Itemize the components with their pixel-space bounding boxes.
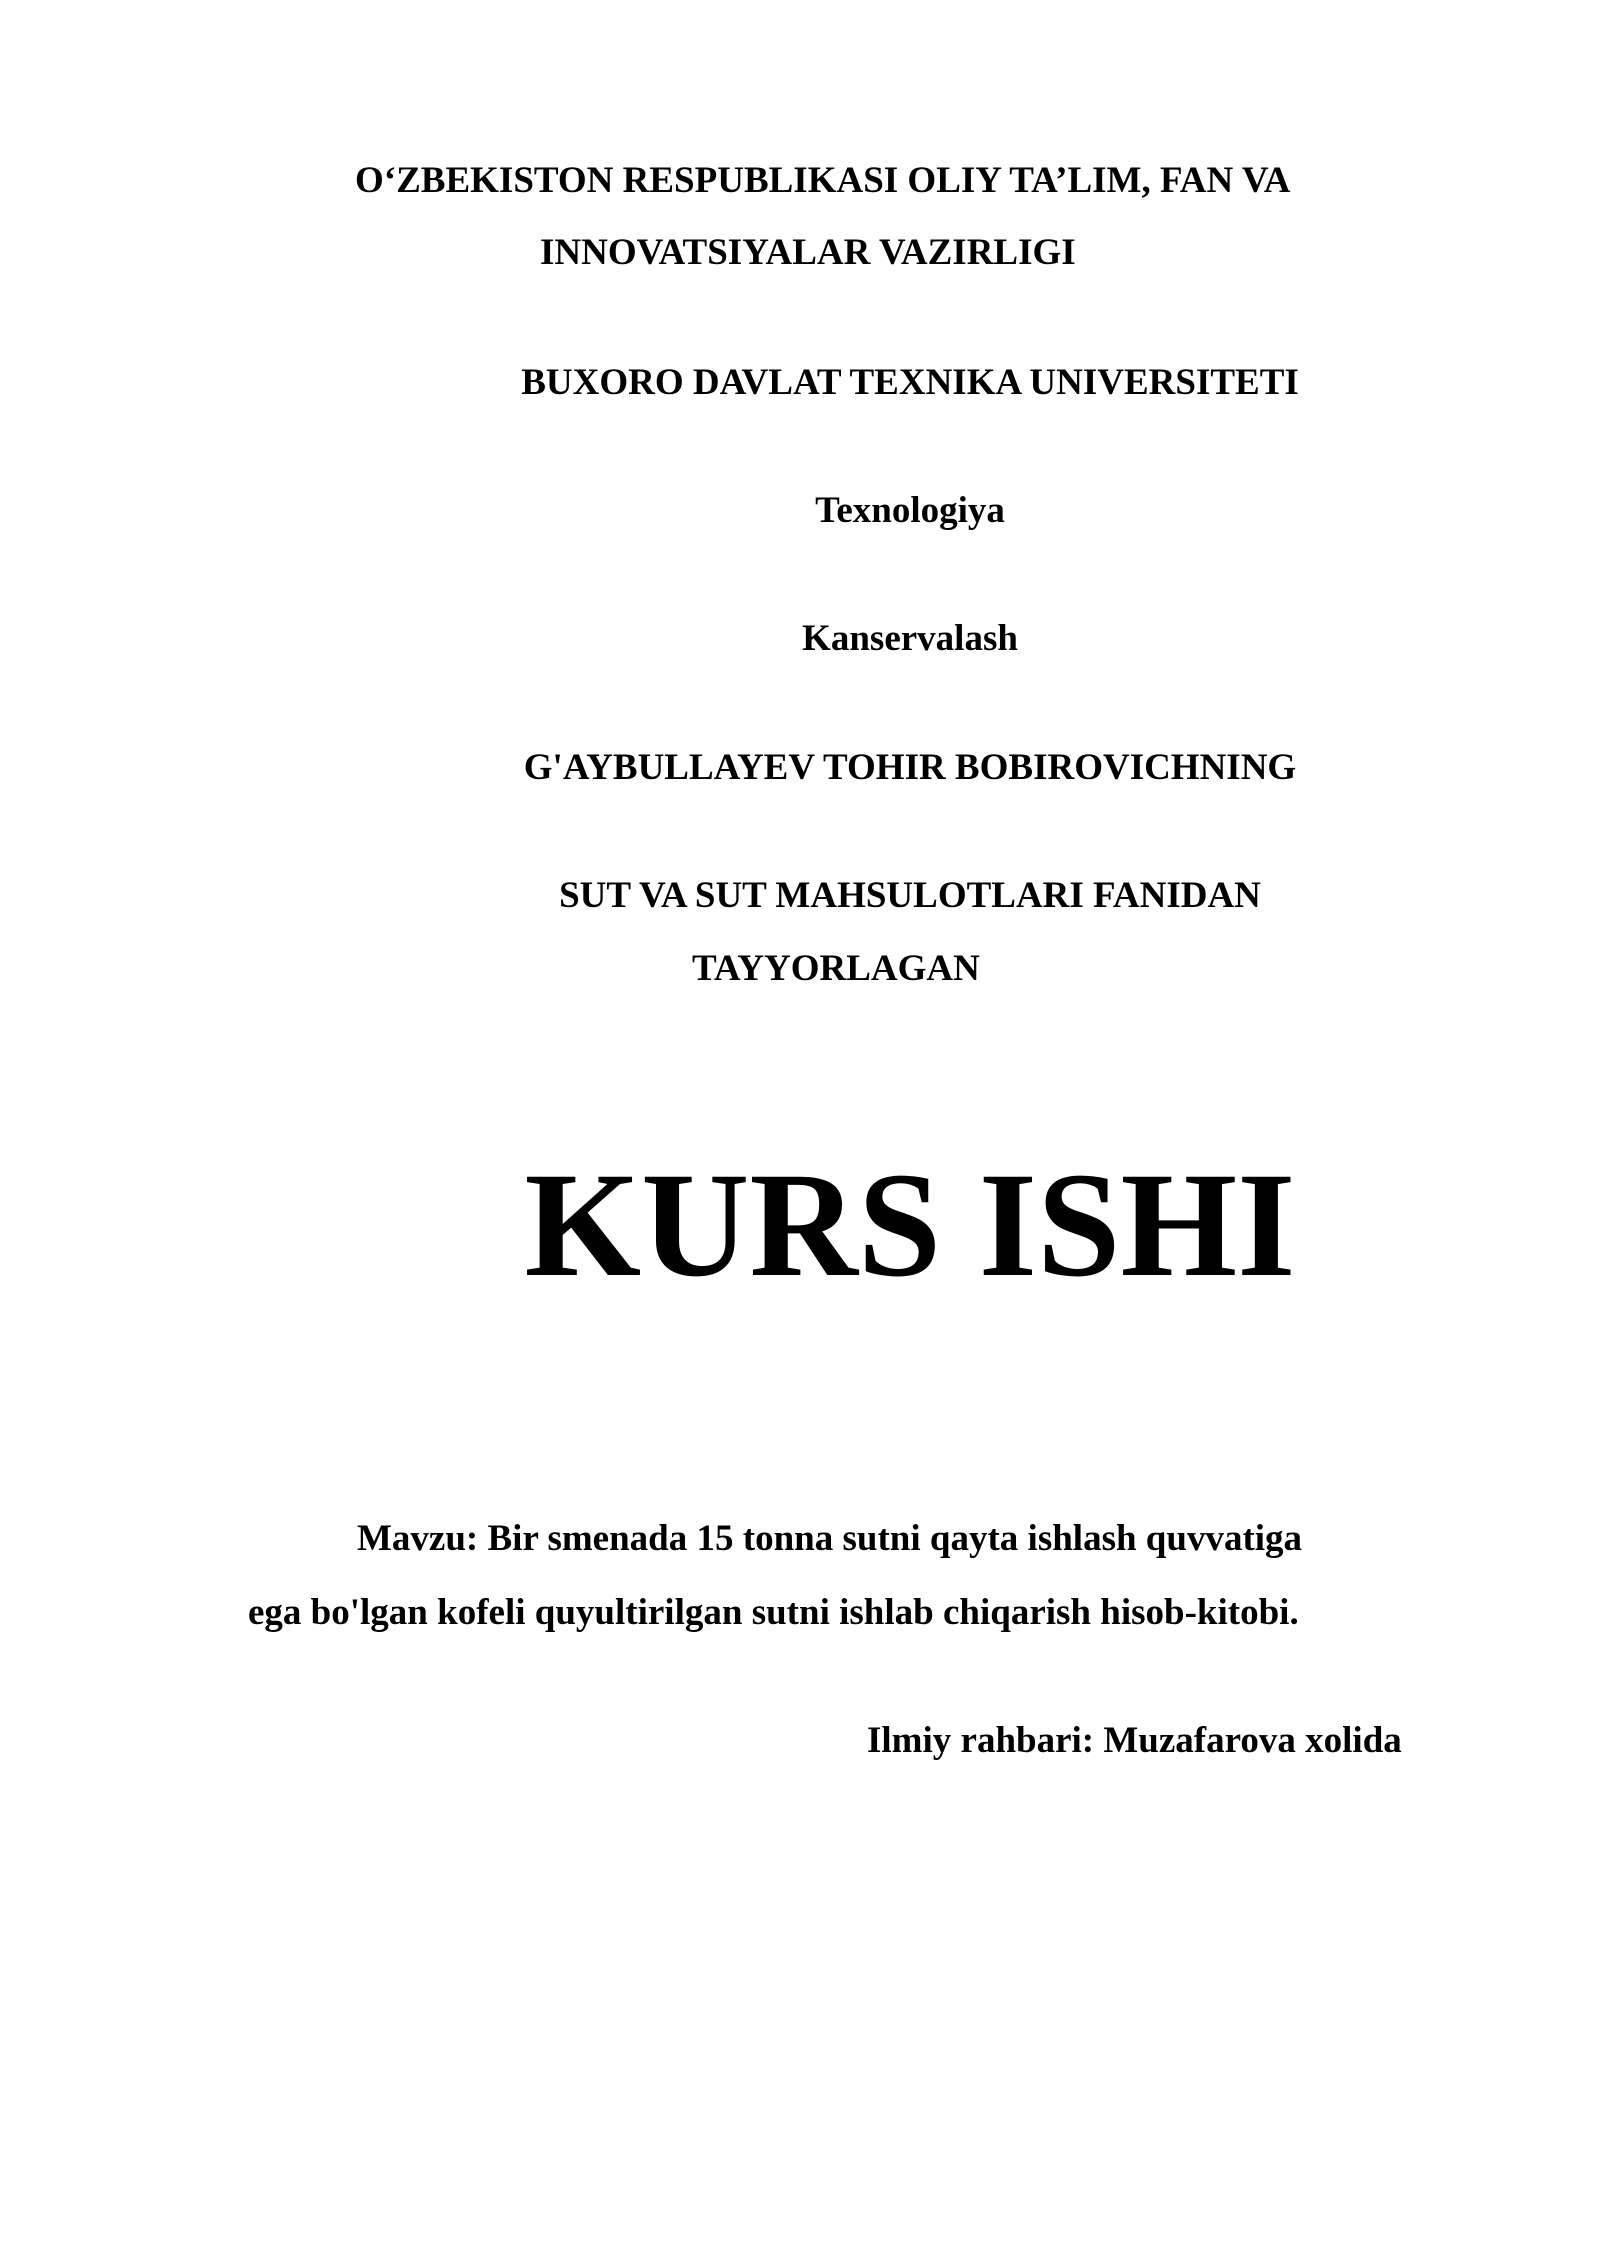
ministry-line-2: INNOVATSIYALAR VAZIRLIGI: [540, 232, 1076, 273]
student-name: G'AYBULLAYEV TOHIR BOBIROVICHNING: [523, 747, 1297, 788]
topic-line-2: ega bo'lgan kofeli quyultirilgan sutni ishlab chiqarish hisob-kitobi.: [248, 1592, 1299, 1633]
subject-line-2: TAYYORLAGAN: [692, 948, 980, 989]
ministry-line-1: O‘ZBEKISTON RESPUBLIKASI OLIY TA’LIM, FAN VA: [355, 160, 1291, 201]
subject-line-1: SUT VA SUT MAHSULOTLARI FANIDAN: [559, 875, 1261, 916]
supervisor: Ilmiy rahbari: Muzafarova xolida: [867, 1720, 1402, 1761]
university-name: BUXORO DAVLAT TEXNIKA UNIVERSITETI: [521, 362, 1299, 403]
faculty-name: Texnologiya: [815, 490, 1005, 531]
department-name: Kanservalash: [802, 618, 1018, 659]
topic-line-1: Mavzu: Bir smenada 15 tonna sutni qayta ishlash quvvatiga: [357, 1518, 1303, 1559]
document-title: KURS ISHI: [524, 1142, 1296, 1308]
